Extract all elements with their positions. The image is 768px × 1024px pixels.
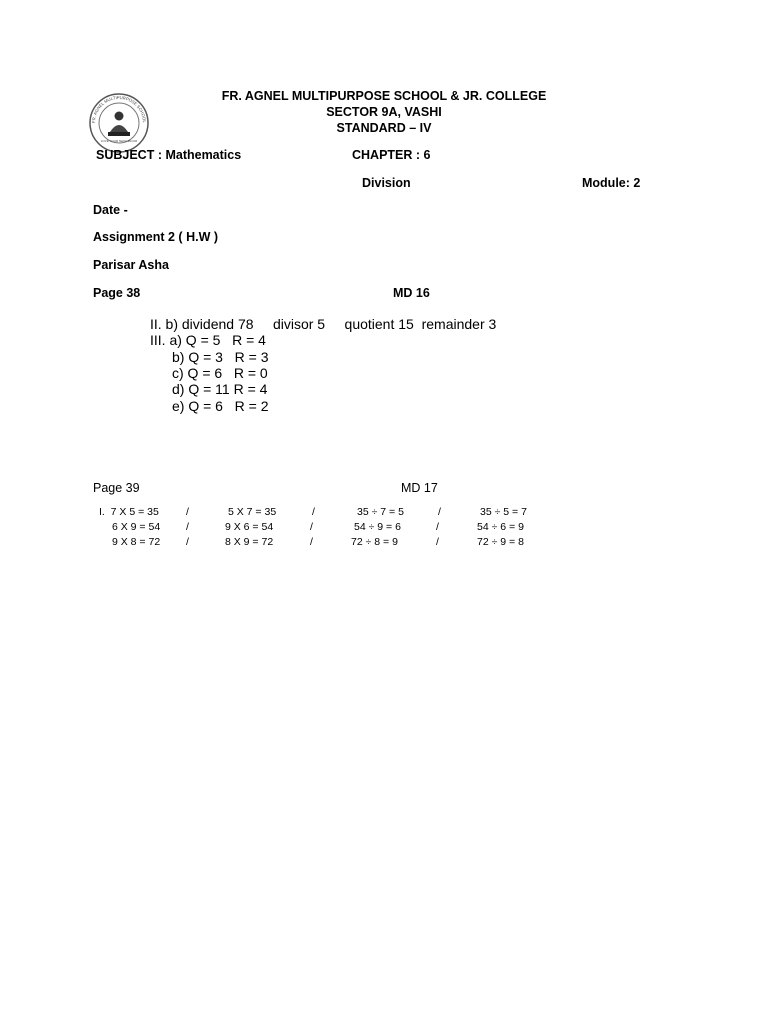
- fact-cell: 35 ÷ 7 = 5: [357, 506, 404, 518]
- fact-separator: /: [312, 506, 315, 518]
- fact-separator: /: [438, 506, 441, 518]
- chapter-label: CHAPTER : 6: [352, 148, 431, 162]
- fact-cell: I. 7 X 5 = 35: [99, 506, 159, 518]
- fact-cell: 72 ÷ 9 = 8: [477, 536, 524, 548]
- fact-cell: 6 X 9 = 54: [112, 521, 161, 533]
- answer-line: d) Q = 11 R = 4: [172, 381, 268, 397]
- school-logo: [88, 92, 150, 154]
- fact-cell: 8 X 9 = 72: [225, 536, 274, 548]
- module-label: Module: 2: [582, 176, 641, 190]
- section1-page: Page 38: [93, 286, 141, 300]
- fact-cell: 54 ÷ 9 = 6: [354, 521, 401, 533]
- answer-line: III. a) Q = 5 R = 4: [150, 332, 266, 348]
- school-sector: SECTOR 9A, VASHI: [326, 105, 442, 119]
- fact-separator: /: [436, 521, 439, 533]
- fact-cell: 72 ÷ 8 = 9: [351, 536, 398, 548]
- subject-label: SUBJECT : Mathematics: [96, 148, 242, 162]
- section2-page: Page 39: [93, 481, 140, 495]
- answer-line: b) Q = 3 R = 3: [172, 349, 269, 365]
- fact-separator: /: [310, 521, 313, 533]
- fact-separator: /: [186, 521, 189, 533]
- fact-cell: 5 X 7 = 35: [228, 506, 277, 518]
- assignment-label: Assignment 2 ( H.W ): [93, 230, 219, 244]
- answer-line: e) Q = 6 R = 2: [172, 398, 269, 414]
- answer-line: II. b) dividend 78 divisor 5 quotient 15 remainder 3: [150, 316, 497, 332]
- fact-separator: /: [186, 506, 189, 518]
- book-label: Parisar Asha: [93, 258, 169, 272]
- logo-motto: LOVE YOUR NEIGHBOUR: [100, 139, 138, 143]
- school-logo-icon: [88, 92, 150, 154]
- fact-cell: 9 X 8 = 72: [112, 536, 161, 548]
- fact-cell: 54 ÷ 6 = 9: [477, 521, 524, 533]
- section1-md: MD 16: [393, 286, 430, 300]
- fact-cell: 35 ÷ 5 = 7: [480, 506, 527, 518]
- fact-separator: /: [310, 536, 313, 548]
- fact-separator: /: [436, 536, 439, 548]
- school-standard: STANDARD – IV: [336, 121, 432, 135]
- topic-label: Division: [362, 176, 411, 190]
- date-label: Date -: [93, 203, 128, 217]
- answer-line: c) Q = 6 R = 0: [172, 365, 268, 381]
- logo-ring-text: FR. AGNEL MULTIPURPOSE SCHOOL: [90, 94, 148, 124]
- fact-cell: 9 X 6 = 54: [225, 521, 274, 533]
- section2-md: MD 17: [401, 481, 438, 495]
- fact-separator: /: [186, 536, 189, 548]
- school-name: FR. AGNEL MULTIPURPOSE SCHOOL & JR. COLLEGE: [221, 89, 547, 103]
